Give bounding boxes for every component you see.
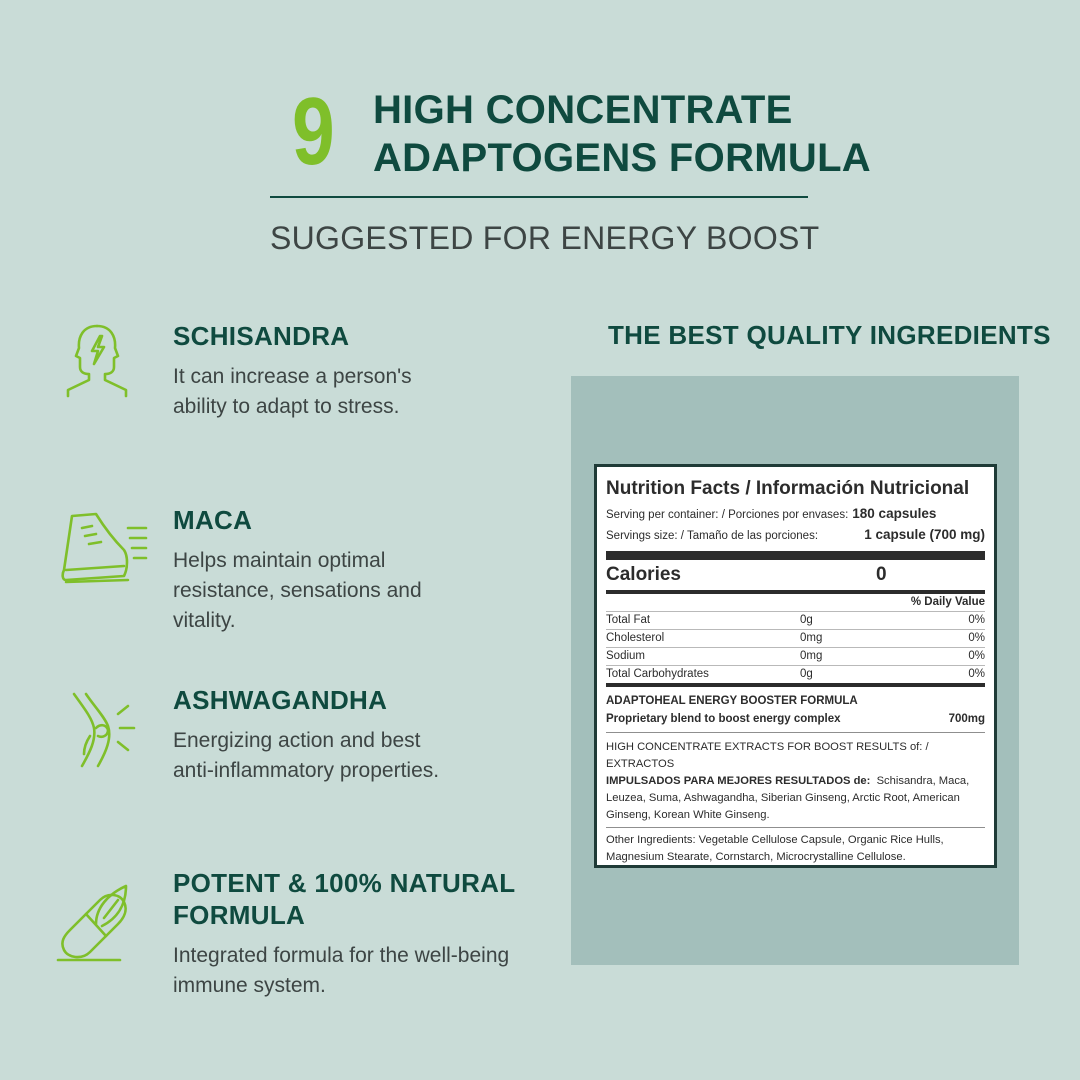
feature-desc: Energizing action and best anti-inflammatory properties. xyxy=(173,729,440,782)
feature-title: MACA xyxy=(173,505,253,535)
formula-count: 9 xyxy=(292,78,335,185)
extracts-list: HIGH CONCENTRATE EXTRACTS FOR BOOST RESULTS of: / EXTRACTOS IMPULSADOS PARA MEJORES RESULTADOS de: Schisandra, Maca, Leuzea, Suma, Ashwagandha, Siberian Ginseng, Arctic Root, American Ginseng, Korean White Ginseng. xyxy=(606,741,970,821)
label-title: Nutrition Facts / Información Nutricional xyxy=(606,478,970,499)
feature-maca xyxy=(173,504,553,636)
label-thick-divider xyxy=(606,551,985,560)
proprietary-blend: ADAPTOHEAL ENERGY BOOSTER FORMULA Proprietary blend to boost energy complex 700mg xyxy=(606,695,985,725)
nutrient-row: Sodium 0mg 0% xyxy=(606,647,985,665)
page-title-line1: HIGH CONCENTRATE xyxy=(373,88,793,132)
feature-title: ASHWAGANDHA xyxy=(173,685,388,715)
nutrient-row: Total Carbohydrates 0g 0% xyxy=(606,665,985,683)
page-subtitle: SUGGESTED FOR ENERGY BOOST xyxy=(270,220,820,256)
feature-desc: Helps maintain optimal resistance, sensations and vitality. xyxy=(173,549,422,632)
nutrient-row: Cholesterol 0mg 0% xyxy=(606,629,985,647)
calories-row: Calories 0 xyxy=(606,564,887,585)
daily-value-header: % Daily Value xyxy=(910,596,985,608)
other-ingredients: Other Ingredients: Vegetable Cellulose Capsule, Organic Rice Hulls, Magnesium Stearate, Cornstarch, Microcrystalline Cellulose. xyxy=(606,827,985,866)
knee-joint-icon xyxy=(70,690,140,770)
feature-title: SCHISANDRA xyxy=(173,321,350,351)
feature-ashwagandha xyxy=(173,684,553,786)
head-lightning-icon xyxy=(62,320,132,400)
feature-schisandra xyxy=(173,320,553,422)
feature-desc: It can increase a person's ability to adapt to stress. xyxy=(173,365,412,418)
feature-desc: Integrated formula for the well-being immune system. xyxy=(173,944,510,997)
ingredients-heading: THE BEST QUALITY INGREDIENTS xyxy=(608,320,1051,350)
serving-per-container-row: Serving per container: / Porciones por envases: 180 capsules xyxy=(606,506,937,521)
nutrition-facts-label xyxy=(594,464,997,868)
capsule-leaf-icon xyxy=(56,880,132,962)
page-title-line2: ADAPTOGENS FORMULA xyxy=(373,136,871,180)
running-shoe-icon xyxy=(58,508,150,586)
feature-title: POTENT & 100% NATURAL FORMULA xyxy=(173,868,516,930)
feature-natural-formula xyxy=(173,867,553,1001)
serving-size-row: Servings size: / Tamaño de las porciones: 1 capsule (700 mg) xyxy=(606,527,985,542)
nutrient-row: Total Fat 0g 0% xyxy=(606,611,985,629)
header-divider xyxy=(270,196,808,198)
